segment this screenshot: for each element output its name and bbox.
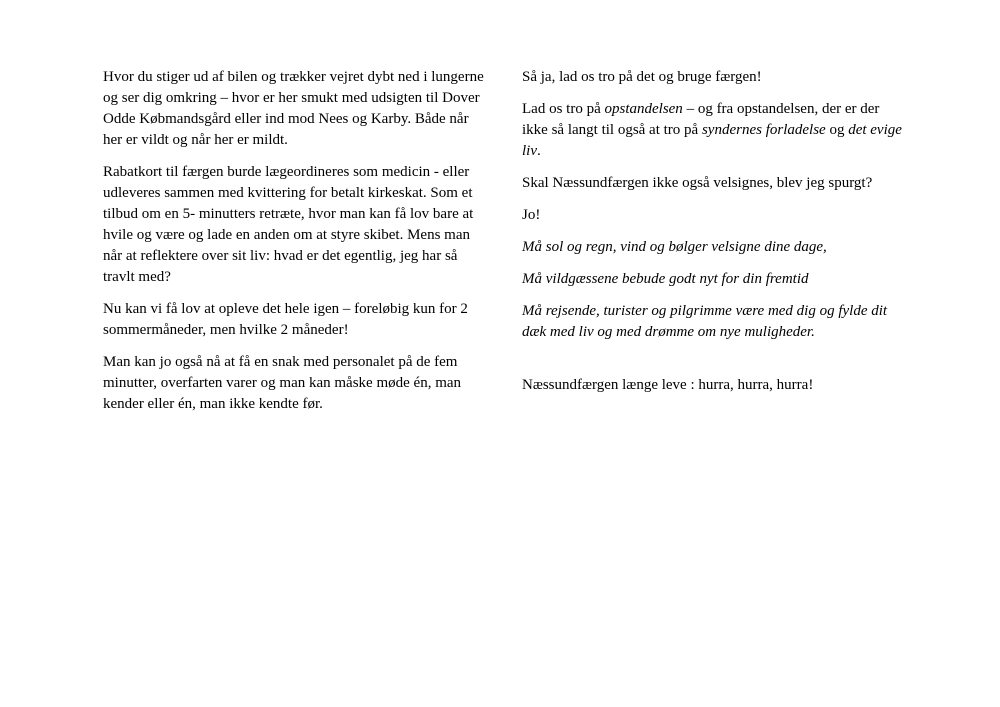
right-column: [522, 67, 907, 407]
emphasis-resurrection: opstandelsen: [604, 101, 683, 117]
paragraph-answer: Jo!: [522, 207, 541, 223]
text-segment: – og fra opstandelsen, der er der ikke så langt til også at tro på: [522, 101, 880, 138]
blessing-text: Må vildgæssene bebude godt nyt for din fremtid: [522, 271, 809, 287]
blessing-text: Må rejsende, turister og pilgrimme være med dig og fylde dit dæk med liv og med drømme om nye muligheder.: [522, 303, 888, 340]
blessing-line-travelers: [522, 301, 907, 343]
blessing-line-geese: [522, 269, 907, 290]
paragraph-car-arrival: Hvor du stiger ud af bilen og trækker vejret dybt ned i lungerne og ser dig omkring – hvor er her smukt med udsigten til Dover Odde Købmandsgård eller ind mod Nees og Karby. Både når her er vildt og når her er mildt.: [103, 69, 484, 148]
paragraph-resurrection: [522, 99, 907, 162]
left-column: [103, 67, 488, 426]
blessing-line-weather: [522, 237, 907, 258]
blessing-text: Må sol og regn, vind og bølger velsigne dine dage,: [522, 239, 827, 255]
text-segment: .: [537, 143, 541, 159]
paragraph-summer-months: Nu kan vi få lov at opleve det hele igen – foreløbig kun for 2 sommermåneder, men hvilke 2 måneder!: [103, 301, 468, 338]
emphasis-eternal-life: det evige liv: [522, 122, 902, 159]
emphasis-forgiveness: syndernes forladelse: [701, 122, 826, 138]
text-segment: og: [825, 122, 849, 138]
text-segment: Lad os tro på: [522, 101, 605, 117]
paragraph-use-ferry: Så ja, lad os tro på det og bruge færgen!: [522, 69, 762, 85]
closing-cheer: Næssundfærgen længe leve : hurra, hurra, hurra!: [522, 377, 814, 393]
paragraph-discount-card: Rabatkort til færgen burde lægeordineres som medicin - eller udleveres sammen med kvittering for betalt kirkeskat. Som et tilbud om en 5- minutters retræte, hvor man kan få lov bare at hvile og være og lade en anden om at styre skibet. Mens man når at reflektere over sit liv: hvad er det egentlig, jeg har så travlt med?: [103, 164, 474, 285]
paragraph-chat-with-staff: Man kan jo også nå at få en snak med personalet på de fem minutter, overfarten varer og man kan måske møde én, man kender eller én, man ikke kendte før.: [103, 354, 462, 412]
paragraph-blessing-question: Skal Næssundfærgen ikke også velsignes, blev jeg spurgt?: [522, 175, 873, 191]
